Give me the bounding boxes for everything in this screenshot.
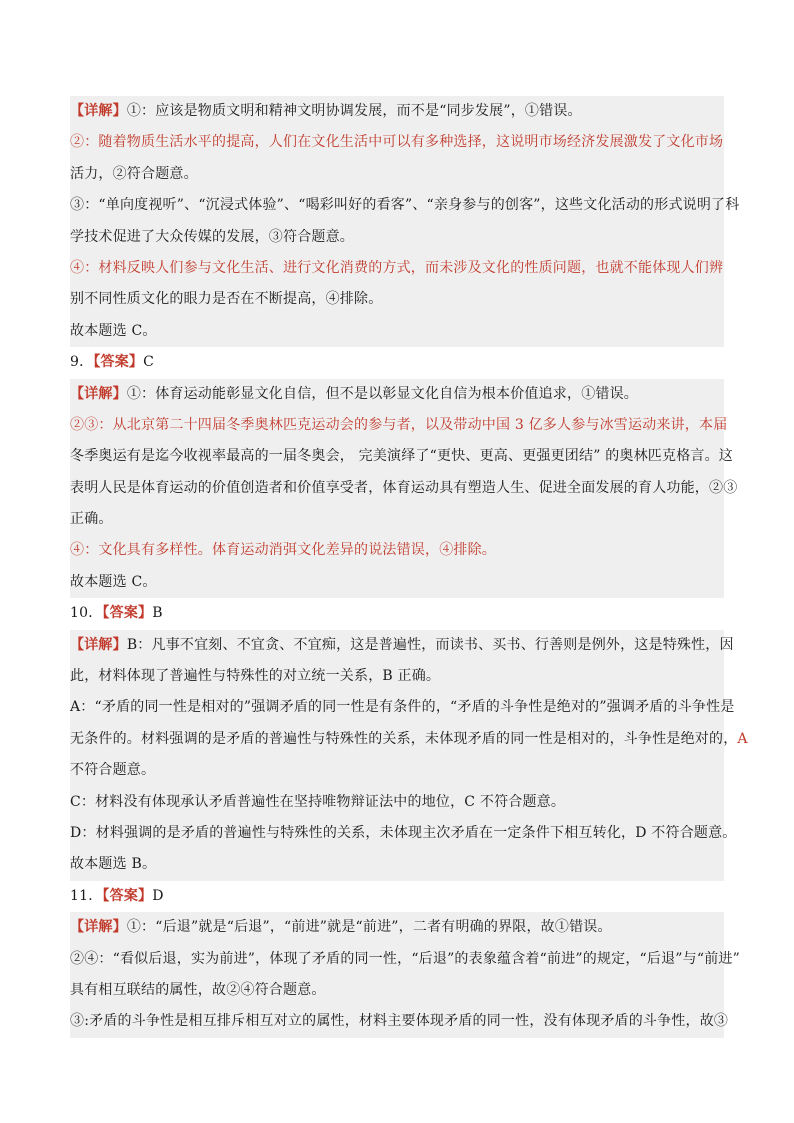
q11-explanation [70, 912, 740, 1038]
answer-value: B [152, 605, 163, 622]
q11-line-1: 【详解】①：“后退”就是“后退”，“前进”就是“前进”，二者有明确的界限，故①错误。 [70, 919, 612, 936]
question-number: 11． [70, 887, 103, 904]
q8-line-6: ④：材料反映人们参与文化生活、进行文化消费的方式，而未涉及文化的性质问题，也就不能体现人们辨 [70, 259, 724, 276]
answer-tag: 【答案】 [102, 605, 153, 622]
q9-line-5: 正确。 [70, 511, 113, 528]
q8-line-1: 【详解】①：应该是物质文明和精神文明协调发展，而不是“同步发展”，①错误。 [70, 103, 582, 119]
answer-value: D [152, 887, 164, 904]
answer-content [70, 96, 748, 1038]
q11-line-3: 具有相互联结的属性，故②④符合题意。 [70, 981, 326, 998]
q9-conclusion: 故本题选 C。 [70, 573, 157, 590]
q11-line-2: ②④：“看似后退，实为前进”，体现了矛盾的同一性，“后退”的表象蕴含着“前进”的规定，“后退”与“前进” [70, 950, 740, 967]
answer-tag: 【答案】 [93, 354, 144, 371]
detail-tag: 【详解】 [70, 919, 127, 936]
q10-line-2: 此，材料体现了普遍性与特殊性的对立统一关系，B 正确。 [70, 668, 441, 685]
q10-conclusion: 故本题选 B。 [70, 856, 157, 873]
overflow-letter: A [737, 730, 748, 747]
q9-line-3: 冬季奥运有是迄今收视率最高的一届冬奥会， 完美演绎了“更快、更高、更强更团结” 的奥林匹克格言。这 [70, 448, 734, 465]
q8-line-2: ②：随着物质生活水平的提高，人们在文化生活中可以有多种选择，这说明市场经济发展激发了文化市场 [70, 134, 724, 151]
q8-conclusion: 故本题选 C。 [70, 322, 157, 339]
q9-explanation [70, 379, 738, 599]
q9-answer-header [70, 347, 724, 378]
q9-line-2: ②③：从北京第二十四届冬季奥林匹克运动会的参与者，以及带动中国 3 亿多人参与冰雪运动来讲，本届 [70, 416, 728, 433]
detail-tag: 【详解】 [70, 636, 127, 653]
question-number: 10． [70, 605, 103, 622]
q10-answer-header [70, 598, 724, 629]
q11-answer-header [70, 881, 724, 912]
answer-value: C [143, 354, 155, 371]
q8-line-4: ③：“单向度视听”、“沉浸式体验”、“喝彩叫好的看客”、“亲身参与的创客”，这些文化活动的形式说明了科 [70, 197, 740, 214]
question-number: 9． [70, 354, 94, 371]
q10-line-4: 无条件的。材料强调的是矛盾的普遍性与特殊性的关系，未体现矛盾的同一性是相对的，斗争性是绝对的，A [70, 730, 748, 747]
q10-line-7: D：材料强调的是矛盾的普遍性与特殊性的关系，未体现主次矛盾在一定条件下相互转化，D 不符合题意。 [70, 824, 737, 841]
q9-line-6: ④：文化具有多样性。体育运动消弭文化差异的说法错误，④排除。 [70, 542, 496, 559]
q11-line-4: ③:矛盾的斗争性是相互排斥相互对立的属性，材料主要体现矛盾的同一性，没有体现矛盾的斗争性，故③ [70, 1013, 729, 1030]
q10-line-5: 不符合题意。 [70, 762, 156, 779]
q8-explanation [70, 96, 740, 347]
q8-line-5: 学技术促进了大众传媒的发展，③符合题意。 [70, 228, 354, 245]
q10-line-1: 【详解】B：凡事不宜刻、不宜贪、不宜痴，这是普遍性，而读书、买书、行善则是例外，这是特殊性，因 [70, 636, 734, 653]
detail-tag: 【详解】 [70, 385, 127, 402]
q8-line-3: 活力，②符合题意。 [70, 165, 198, 182]
q9-line-4: 表明人民是体育运动的价值创造者和价值享受者，体育运动具有塑造人生、促进全面发展的育人功能，②③ [70, 479, 738, 496]
answer-tag: 【答案】 [102, 887, 153, 904]
q8-line-7: 别不同性质文化的眼力是否在不断提高，④排除。 [70, 291, 383, 308]
detail-tag: 【详解】 [70, 103, 127, 119]
q9-line-1: 【详解】①：体育运动能彰显文化自信，但不是以彰显文化自信为根本价值追求，①错误。 [70, 385, 639, 402]
q10-explanation [70, 630, 748, 881]
q10-line-3: A：“矛盾的同一性是相对的”强调矛盾的同一性是有条件的，“矛盾的斗争性是绝对的”强调矛盾的斗争性是 [70, 699, 735, 716]
q10-line-6: C：材料没有体现承认矛盾普遍性在坚持唯物辩证法中的地位，C 不符合题意。 [70, 793, 566, 810]
